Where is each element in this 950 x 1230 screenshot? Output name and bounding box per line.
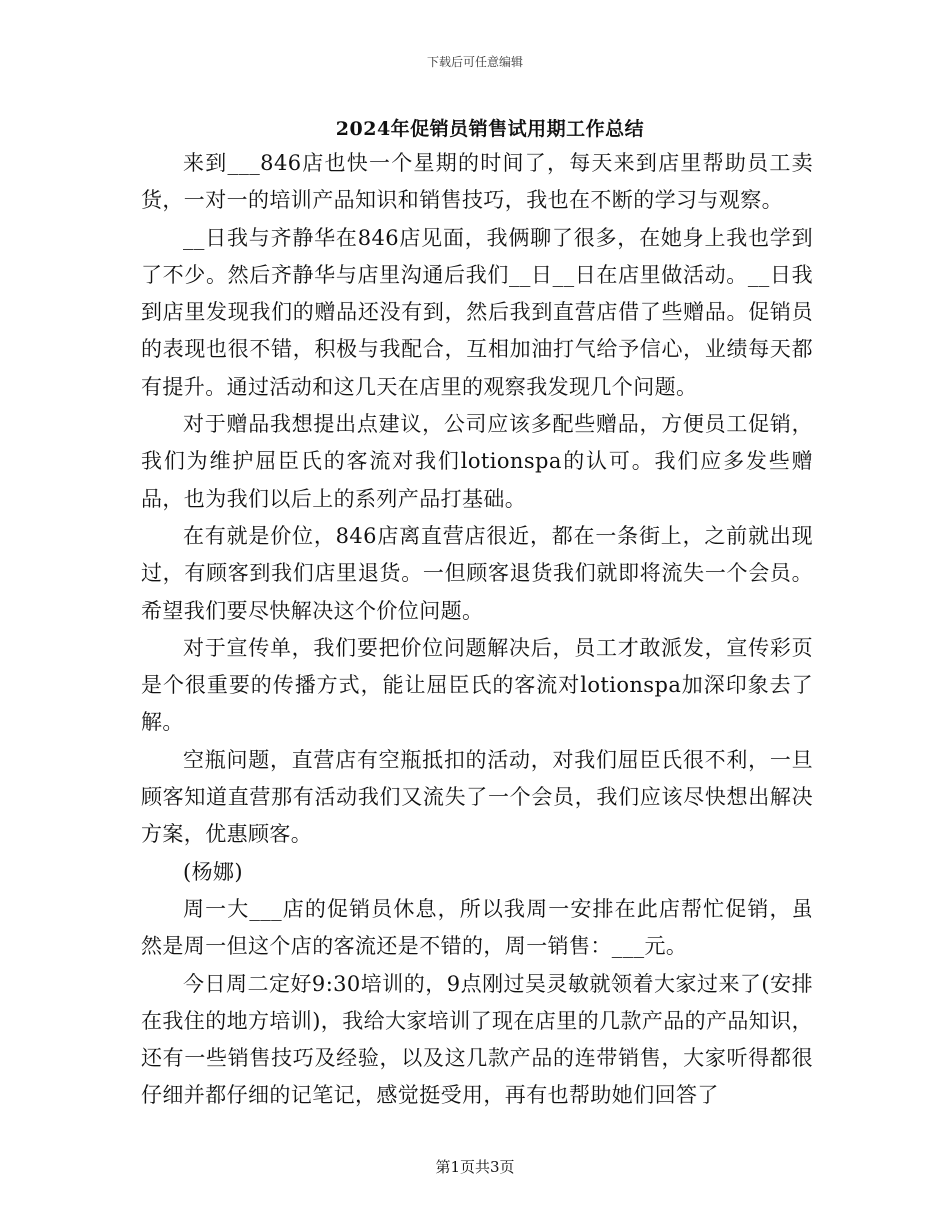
paragraph: 空瓶问题，直营店有空瓶抵扣的活动，对我们屈臣氏很不利，一旦顾客知道直营那有活动我们又流失了一个会员，我们应该尽快想出解决方案，优惠顾客。 xyxy=(141,747,813,847)
paragraph: 周一大___店的促销员休息，所以我周一安排在此店帮忙促销，虽然是周一但这个店的客流还是不错的，周一销售：___元。 xyxy=(141,896,813,959)
paragraph: 今日周二定好9:30培训的，9点刚过吴灵敏就领着大家过来了(安排在我住的地方培训)，我给大家培训了现在店里的几款产品的产品知识，还有一些销售技巧及经验，以及这几款产品的连带销售，大家听得都很仔细并都仔细的记笔记，感觉挺受用，再有也帮助她们回答了 xyxy=(141,971,813,1108)
paragraph: __日我与齐静华在846店见面，我俩聊了很多，在她身上我也学到了不少。然后齐静华与店里沟通后我们__日__日在店里做活动。__日我到店里发现我们的赠品还没有到，然后我到直营店借了些赠品。促销员的表现也很不错，积极与我配合，互相加油打气给予信心，业绩每天都有提升。通过活动和这几天在店里的观察我发现几个问题。 xyxy=(141,225,813,399)
document-title: 2024年促销员销售试用期工作总结 xyxy=(335,118,645,140)
page-header-note: 下载后可任意编辑 xyxy=(426,55,523,69)
paragraph: 来到___846店也快一个星期的时间了，每天来到店里帮助员工卖货，一对一的培训产品知识和销售技巧，我也在不断的学习与观察。 xyxy=(141,151,813,213)
document-body xyxy=(141,145,813,1115)
paragraph: 对于赠品我想提出点建议，公司应该多配些赠品，方便员工促销，我们为维护屈臣氏的客流对我们lotionspa的认可。我们应多发些赠品，也为我们以后上的系列产品打基础。 xyxy=(141,412,813,511)
author-note: (杨娜) xyxy=(183,859,243,884)
page-number: 第1页共3页 xyxy=(435,1158,515,1176)
paragraph: 在有就是价位，846店离直营店很近，都在一条街上，之前就出现过，有顾客到我们店里退货。一但顾客退货我们就即将流失一个会员。希望我们要尽快解决这个价位问题。 xyxy=(141,523,813,623)
paragraph: 对于宣传单，我们要把价位问题解决后，员工才敢派发，宣传彩页是个很重要的传播方式，能让屈臣氏的客流对lotionspa加深印象去了解。 xyxy=(141,635,813,735)
